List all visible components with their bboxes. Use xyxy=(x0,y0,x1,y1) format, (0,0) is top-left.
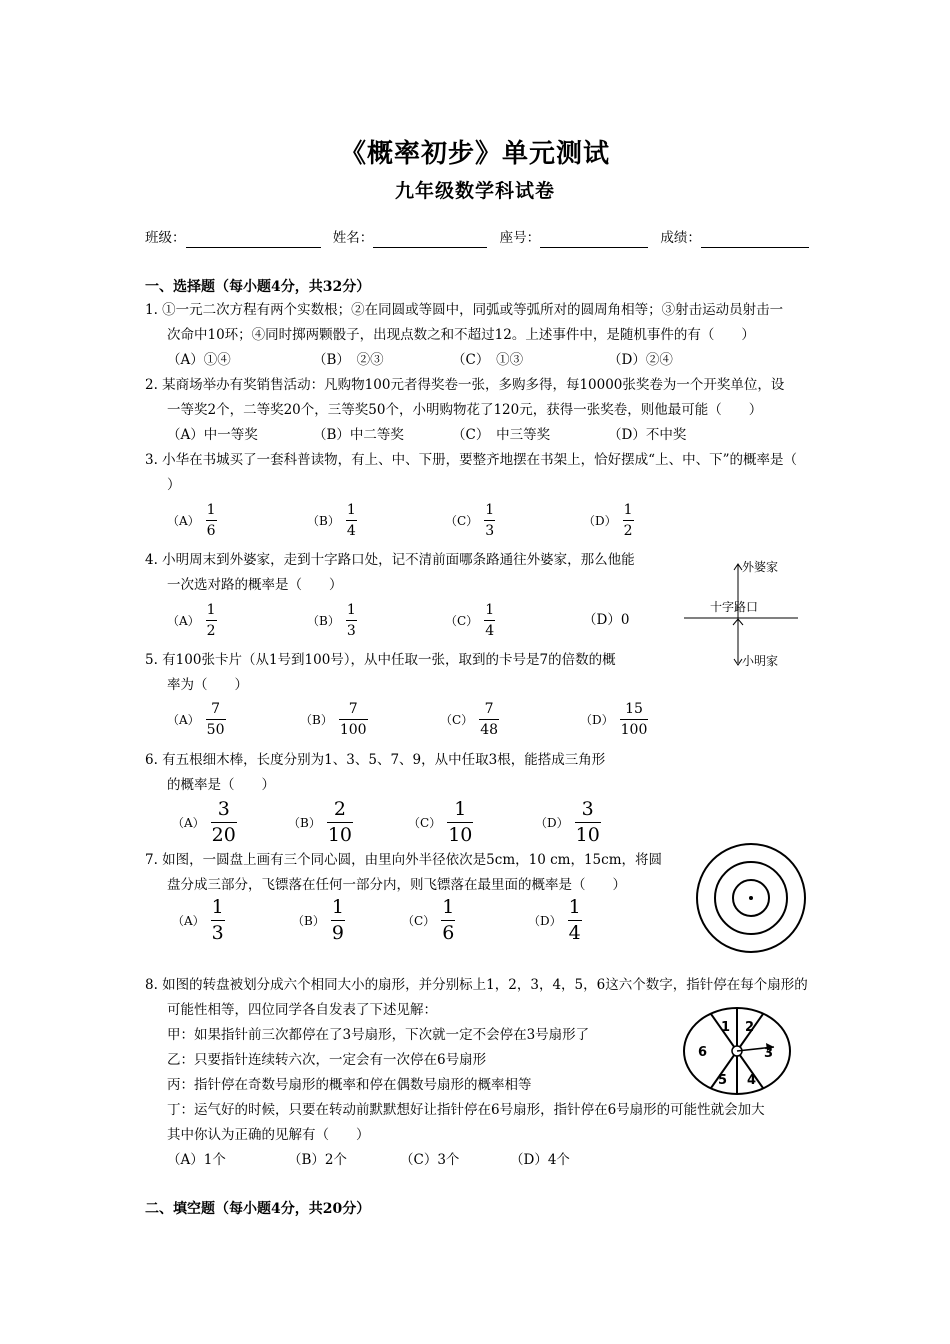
sector-label: 5 xyxy=(718,1073,728,1088)
numerator: 1 xyxy=(206,502,216,518)
fraction xyxy=(441,898,455,943)
crossroads-figure xyxy=(680,555,810,675)
numerator: 1 xyxy=(346,502,356,518)
sector-label: 1 xyxy=(721,1020,731,1035)
q7-option-a[interactable] xyxy=(172,898,225,943)
q8-question: 其中你认为正确的见解有（ ） xyxy=(167,1127,370,1143)
q1-option-d[interactable]: （D）②④ xyxy=(608,352,673,368)
fraction xyxy=(211,800,237,845)
q1-option-b[interactable]: （B） ②③ xyxy=(313,352,384,368)
grandma-home-label: 外婆家 xyxy=(742,560,779,574)
option-label: （C） xyxy=(445,513,479,528)
denominator: 4 xyxy=(346,520,357,538)
fraction xyxy=(346,603,357,638)
numerator: 1 xyxy=(206,602,216,618)
section2-heading: 二、填空题（每小题4分，共20分） xyxy=(145,1201,371,1217)
numerator: 1 xyxy=(454,798,467,820)
q3-option-a[interactable] xyxy=(167,503,217,538)
q6-option-c[interactable] xyxy=(408,800,473,845)
q1-line2: 次命中10环；④同时掷两颗骰子，出现点数之和不超过12。上述事件中，是随机事件的有（ ） xyxy=(167,327,755,343)
option-label: （C） xyxy=(440,712,474,727)
denominator: 100 xyxy=(620,719,649,737)
q8-option-c[interactable]: （C）3个 xyxy=(400,1152,460,1168)
denominator: 9 xyxy=(331,922,344,944)
numerator: 3 xyxy=(217,798,230,820)
q8-view-ding: 丁：运气好的时候，只要在转动前默默想好让指针停在6号扇形，指针停在6号扇形的可能性就会加大 xyxy=(167,1102,765,1118)
sector-label: 4 xyxy=(747,1073,757,1088)
q8-view-yi: 乙：只要指针连续转六次，一定会有一次停在6号扇形 xyxy=(167,1052,487,1068)
q2-option-b[interactable]: （B）中二等奖 xyxy=(313,427,404,443)
dartboard-figure xyxy=(694,841,808,955)
denominator: 4 xyxy=(484,620,495,638)
option-label: （A） xyxy=(172,913,205,928)
q2-line2: 一等奖2个，二等奖20个，三等奖50个，小明购物花了120元，获得一张奖卷，则他最可能（ ） xyxy=(167,402,763,418)
fraction xyxy=(620,702,649,737)
q5-option-a[interactable] xyxy=(167,702,226,737)
q3-line2: ） xyxy=(167,477,181,493)
q7-option-c[interactable] xyxy=(402,898,455,943)
q6-line1: 6. 有五根细木棒，长度分别为1、3、5、7、9，从中任取3根，能搭成三角形 xyxy=(145,752,606,768)
denominator: 20 xyxy=(211,824,236,846)
numerator: 1 xyxy=(568,896,581,918)
section1-heading: 一、选择题（每小题4分，共32分） xyxy=(145,279,371,295)
center-dot xyxy=(749,896,753,900)
q1-option-c[interactable]: （C） ①③ xyxy=(452,352,524,368)
fraction xyxy=(206,702,226,737)
seat-label: 座号： xyxy=(499,230,541,246)
option-label: （B） xyxy=(292,913,325,928)
q3-option-d[interactable] xyxy=(583,503,634,538)
q2-line1: 2. 某商场举办有奖销售活动：凡购物100元者得奖卷一张，多购多得，每10000张奖卷为一个开奖单位，设 xyxy=(145,377,785,393)
page-subtitle: 九年级数学科试卷 xyxy=(394,180,555,202)
q4-option-d[interactable]: （D）0 xyxy=(583,612,630,628)
q8-option-a[interactable]: （A）1个 xyxy=(167,1152,226,1168)
fraction xyxy=(339,702,368,737)
denominator: 2 xyxy=(623,520,634,538)
q6-option-d[interactable] xyxy=(535,800,601,845)
sector-label: 6 xyxy=(698,1045,708,1060)
option-label: （B） xyxy=(288,815,321,830)
numerator: 2 xyxy=(333,798,346,820)
option-label: （B） xyxy=(300,712,333,727)
numerator: 1 xyxy=(442,896,455,918)
q7-line1: 7. 如图，一圆盘上画有三个同心圆，由里向外半径依次是5cm，10 cm，15cm，将圆 xyxy=(145,852,662,868)
fraction xyxy=(346,503,357,538)
q2-option-c[interactable]: （C） 中三等奖 xyxy=(452,427,551,443)
fraction xyxy=(568,898,582,943)
denominator: 3 xyxy=(211,922,224,944)
option-label: （A） xyxy=(172,815,205,830)
numerator: 7 xyxy=(348,701,358,717)
option-label: （A） xyxy=(167,513,200,528)
q3-line1: 3. 小华在书城买了一套科普读物，有上、中、下册，要整齐地摆在书架上，恰好摆成“上、中、下”的概率是（ xyxy=(145,452,797,468)
q7-line2: 盘分成三部分，飞镖落在任何一部分内，则飞镖落在最里面的概率是（ ） xyxy=(167,877,626,893)
numerator: 1 xyxy=(211,896,224,918)
option-label: （C） xyxy=(408,815,442,830)
score-field[interactable] xyxy=(701,233,809,248)
sector-label: 3 xyxy=(764,1046,774,1061)
q5-line1: 5. 有100张卡片（从1号到100号），从中任取一张，取到的卡号是7的倍数的概 xyxy=(145,652,616,668)
q2-option-a[interactable]: （A）中一等奖 xyxy=(167,427,258,443)
denominator: 10 xyxy=(327,824,353,846)
crossroad-label: 十字路口 xyxy=(710,600,759,614)
option-label: （D） xyxy=(535,815,569,830)
page-title: 《概率初步》单元测试 xyxy=(339,139,610,169)
option-label: （D） xyxy=(583,513,617,528)
q7-option-d[interactable] xyxy=(528,898,582,943)
score-label: 成绩： xyxy=(660,230,701,246)
option-label: （A） xyxy=(167,613,200,628)
fraction xyxy=(331,898,345,943)
numerator: 1 xyxy=(623,502,633,518)
q5-option-d[interactable] xyxy=(580,702,648,737)
numerator: 1 xyxy=(485,502,495,518)
option-label: （C） xyxy=(445,613,479,628)
numerator: 1 xyxy=(346,602,356,618)
fraction xyxy=(479,702,499,737)
denominator: 10 xyxy=(448,824,473,846)
denominator: 10 xyxy=(575,824,600,846)
q5-line2: 率为（ ） xyxy=(167,677,248,693)
option-label: （A） xyxy=(167,712,200,727)
denominator: 100 xyxy=(339,719,368,737)
q4-line2: 一次选对路的概率是（ ） xyxy=(167,577,343,593)
fraction xyxy=(206,603,217,638)
xiaoming-home-label: 小明家 xyxy=(742,654,779,668)
denominator: 4 xyxy=(568,922,581,944)
denominator: 2 xyxy=(206,620,217,638)
q4-option-c[interactable] xyxy=(445,603,495,638)
sector-label: 2 xyxy=(745,1020,755,1035)
numerator: 3 xyxy=(581,798,594,820)
fraction xyxy=(575,800,601,845)
q4-option-b[interactable] xyxy=(307,603,357,638)
q6-option-a[interactable] xyxy=(172,800,237,845)
q3-option-c[interactable] xyxy=(445,503,495,538)
denominator: 48 xyxy=(479,719,499,737)
fraction xyxy=(206,503,217,538)
option-label: （D） xyxy=(528,913,562,928)
q5-option-c[interactable] xyxy=(440,702,499,737)
q1-option-a[interactable]: （A）①④ xyxy=(167,352,231,368)
q8-view-jia: 甲：如果指针前三次都停在了3号扇形，下次就一定不会停在3号扇形了 xyxy=(167,1027,590,1043)
numerator: 1 xyxy=(485,602,495,618)
name-label: 姓名： xyxy=(332,230,374,246)
fraction xyxy=(623,503,634,538)
q4-option-a[interactable] xyxy=(167,603,217,638)
denominator: 3 xyxy=(484,520,495,538)
q3-option-b[interactable] xyxy=(307,503,357,538)
fraction xyxy=(211,898,225,943)
denominator: 6 xyxy=(206,520,217,538)
numerator: 7 xyxy=(484,701,494,717)
option-label: （B） xyxy=(307,513,340,528)
q1-line1: 1. ①一元二次方程有两个实数根；②在同圆或等圆中，同弧或等弧所对的圆周角相等；③射击运动员射击一 xyxy=(145,302,784,318)
q2-option-d[interactable]: （D）不中奖 xyxy=(608,427,687,443)
q6-line2: 的概率是（ ） xyxy=(167,777,275,793)
seat-field[interactable] xyxy=(540,233,648,248)
denominator: 3 xyxy=(346,620,357,638)
fraction xyxy=(447,800,473,845)
q7-option-b[interactable] xyxy=(292,898,345,943)
option-label: （B） xyxy=(307,613,340,628)
fraction xyxy=(484,603,495,638)
q5-option-b[interactable] xyxy=(300,702,368,737)
class-field[interactable] xyxy=(186,233,321,248)
name-field[interactable] xyxy=(373,233,487,248)
denominator: 6 xyxy=(442,922,455,944)
spinner-figure xyxy=(680,1005,795,1097)
q8-view-bing: 丙：指针停在奇数号扇形的概率和停在偶数号扇形的概率相等 xyxy=(167,1077,532,1093)
numerator: 1 xyxy=(331,896,344,918)
q8-line2: 可能性相等，四位同学各自发表了下述见解： xyxy=(167,1002,437,1018)
q4-line1: 4. 小明周末到外婆家，走到十字路口处，记不清前面哪条路通往外婆家，那么他能 xyxy=(145,552,635,568)
option-label: （D） xyxy=(580,712,614,727)
q8-line1: 8. 如图的转盘被划分成六个相同大小的扇形，并分别标上1，2，3，4，5，6这六个数字，指针停在每个扇形的 xyxy=(145,977,808,993)
info-fields-row xyxy=(145,228,809,248)
fraction xyxy=(484,503,495,538)
option-label: （C） xyxy=(402,913,436,928)
q6-option-b[interactable] xyxy=(288,800,353,845)
fraction xyxy=(327,800,353,845)
denominator: 50 xyxy=(206,719,226,737)
numerator: 15 xyxy=(625,701,643,717)
q8-option-b[interactable]: （B）2个 xyxy=(288,1152,348,1168)
class-label: 班级： xyxy=(145,230,186,246)
numerator: 7 xyxy=(211,701,221,717)
q8-option-d[interactable]: （D）4个 xyxy=(510,1152,570,1168)
